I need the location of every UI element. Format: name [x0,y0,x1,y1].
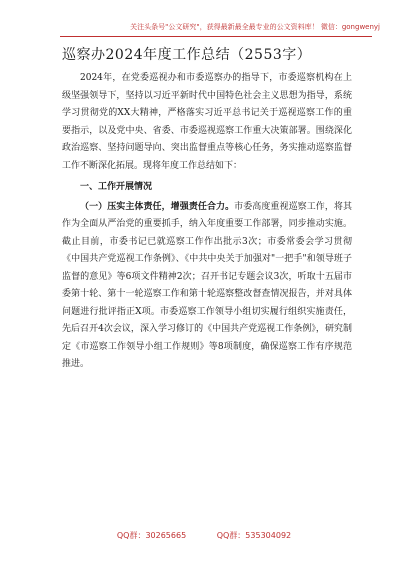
subsection-paragraph [62,199,352,374]
document-title: 巡察办2024年度工作总结（2553字） [62,47,312,63]
footer [0,530,408,541]
header-banner [0,0,408,48]
qq-group-1: QQ群：30265665 [116,531,187,540]
promo-text: 关注头条号"公文研究"，获得最新最全最专业的公文资料库！ 微信：gongwenyj [130,23,380,31]
header-rule [60,36,372,37]
intro-paragraph: 2024年，在党委巡视办和市委巡察办的指导下，市委巡察机构在上级坚强领导下，坚持以习近平新时代中国特色社会主义思想为指导，系统学习贯彻党的XX大精神，严格落实习近平总书记关于巡视巡察工作的重要指示，以及党中央、省委、市委巡视巡察工作重大决策部署。围绕深化政治巡察、坚持问题导向、突出监督重点等核心任务，务实推动巡察监督工作不断深化拓展。现将年度工作总结如下： [62,73,352,171]
subsection-lead: （一）压实主体责任，增强责任合力。 [80,201,235,212]
subsection-body: 市委高度重视巡察工作，将其作为全面从严治党的重要抓手，纳入年度重要工作部署，同步推动实施。截止目前，市委书记已就巡察工作作出批示3次；市委常委会学习贯彻《中国共产党巡视工作条例》、《中共中央关于加强对"一把手"和领导班子监督的意见》等6项文件精神2次；召开书记专题会议3次，听取十五届市委第十轮、第十一轮巡察工作和第十轮巡察整改督查情况报告，并对具体问题进行批评指正X项。市委巡察工作领导小组切实履行组织实施责任，先后召开4次会议，深入学习修订的《中国共产党巡视工作条例》，研究制定《市巡察工作领导小组工作规则》等8项制度，确保巡察工作有序规范推进。 [62,201,352,369]
qq-group-2: QQ群：535304092 [216,531,292,540]
section-heading: 一、工作开展情况 [80,182,153,192]
document-page [62,46,352,374]
